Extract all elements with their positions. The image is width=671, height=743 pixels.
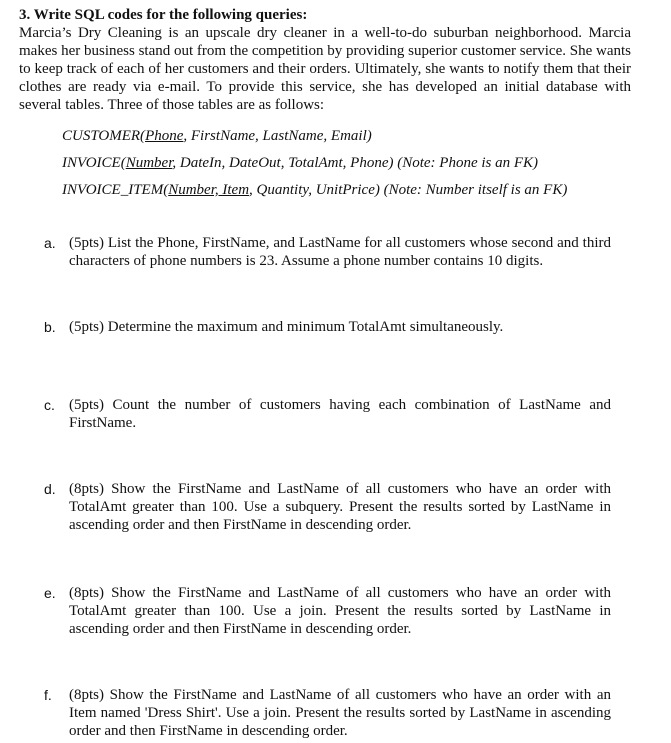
question-e <box>44 584 611 638</box>
schema-columns: , Quantity, UnitPrice) (Note: Number itself is an FK) <box>249 182 568 198</box>
primary-key: Number, Item <box>168 182 250 198</box>
question-letter: b. <box>44 319 56 335</box>
question-f <box>44 686 611 740</box>
question-text: (8pts) Show the FirstName and LastName of all customers who have an order with TotalAmt greater than 100. Use a subquery. Present the results sorted by LastName in ascending order and then FirstName in descending order. <box>69 481 611 533</box>
question-text: (8pts) Show the FirstName and LastName of all customers who have an order with TotalAmt greater than 100. Use a join. Present the results sorted by LastName in ascending order and then FirstName in descending order. <box>69 585 611 637</box>
question-text: (8pts) Show the FirstName and LastName of all customers who have an order with an Item named 'Dress Shirt'. Use a join. Present the results sorted by LastName in ascending order and then FirstName in descending order. <box>69 687 611 739</box>
question-text: (5pts) List the Phone, FirstName, and LastName for all customers whose second and third characters of phone numbers is 23. Assume a phone number contains 10 digits. <box>69 235 611 269</box>
question-d <box>44 480 611 534</box>
schema-table-name: INVOICE_ITEM( <box>62 182 169 198</box>
question-text: (5pts) Determine the maximum and minimum TotalAmt simultaneously. <box>69 319 504 335</box>
schema-customer <box>62 127 631 145</box>
intro-paragraph: Marcia’s Dry Cleaning is an upscale dry cleaner in a well-to-do suburban neighborhood. Marcia makes her business stand out from the competition by providing superior customer service. She wants to keep track of each of her customers and their orders. Ultimately, she wants to notify them that their clothes are ready via e-mail. To provide this service, she has developed an initial database with several tables. Three of those tables are as follows: <box>19 25 631 113</box>
schema-table-name: INVOICE( <box>62 155 126 171</box>
schema-list <box>62 127 631 199</box>
primary-key: Number <box>125 155 173 171</box>
question-letter: c. <box>44 397 55 413</box>
primary-key: Phone <box>145 128 184 144</box>
question-b <box>44 318 611 336</box>
question-heading: 3. Write SQL codes for the following queries: <box>19 7 308 23</box>
question-letter: a. <box>44 235 56 251</box>
schema-invoice <box>62 154 631 172</box>
question-a <box>44 234 611 270</box>
question-text: (5pts) Count the number of customers having each combination of LastName and FirstName. <box>69 397 611 431</box>
schema-columns: , DateIn, DateOut, TotalAmt, Phone) (Note: Phone is an FK) <box>172 155 539 171</box>
schema-columns: , FirstName, LastName, Email) <box>183 128 372 144</box>
question-letter: e. <box>44 585 56 601</box>
document-page <box>19 6 631 208</box>
schema-table-name: CUSTOMER( <box>62 128 146 144</box>
question-letter: f. <box>44 687 52 703</box>
question-c <box>44 396 611 432</box>
question-letter: d. <box>44 481 56 497</box>
schema-invoice-item <box>62 181 631 199</box>
